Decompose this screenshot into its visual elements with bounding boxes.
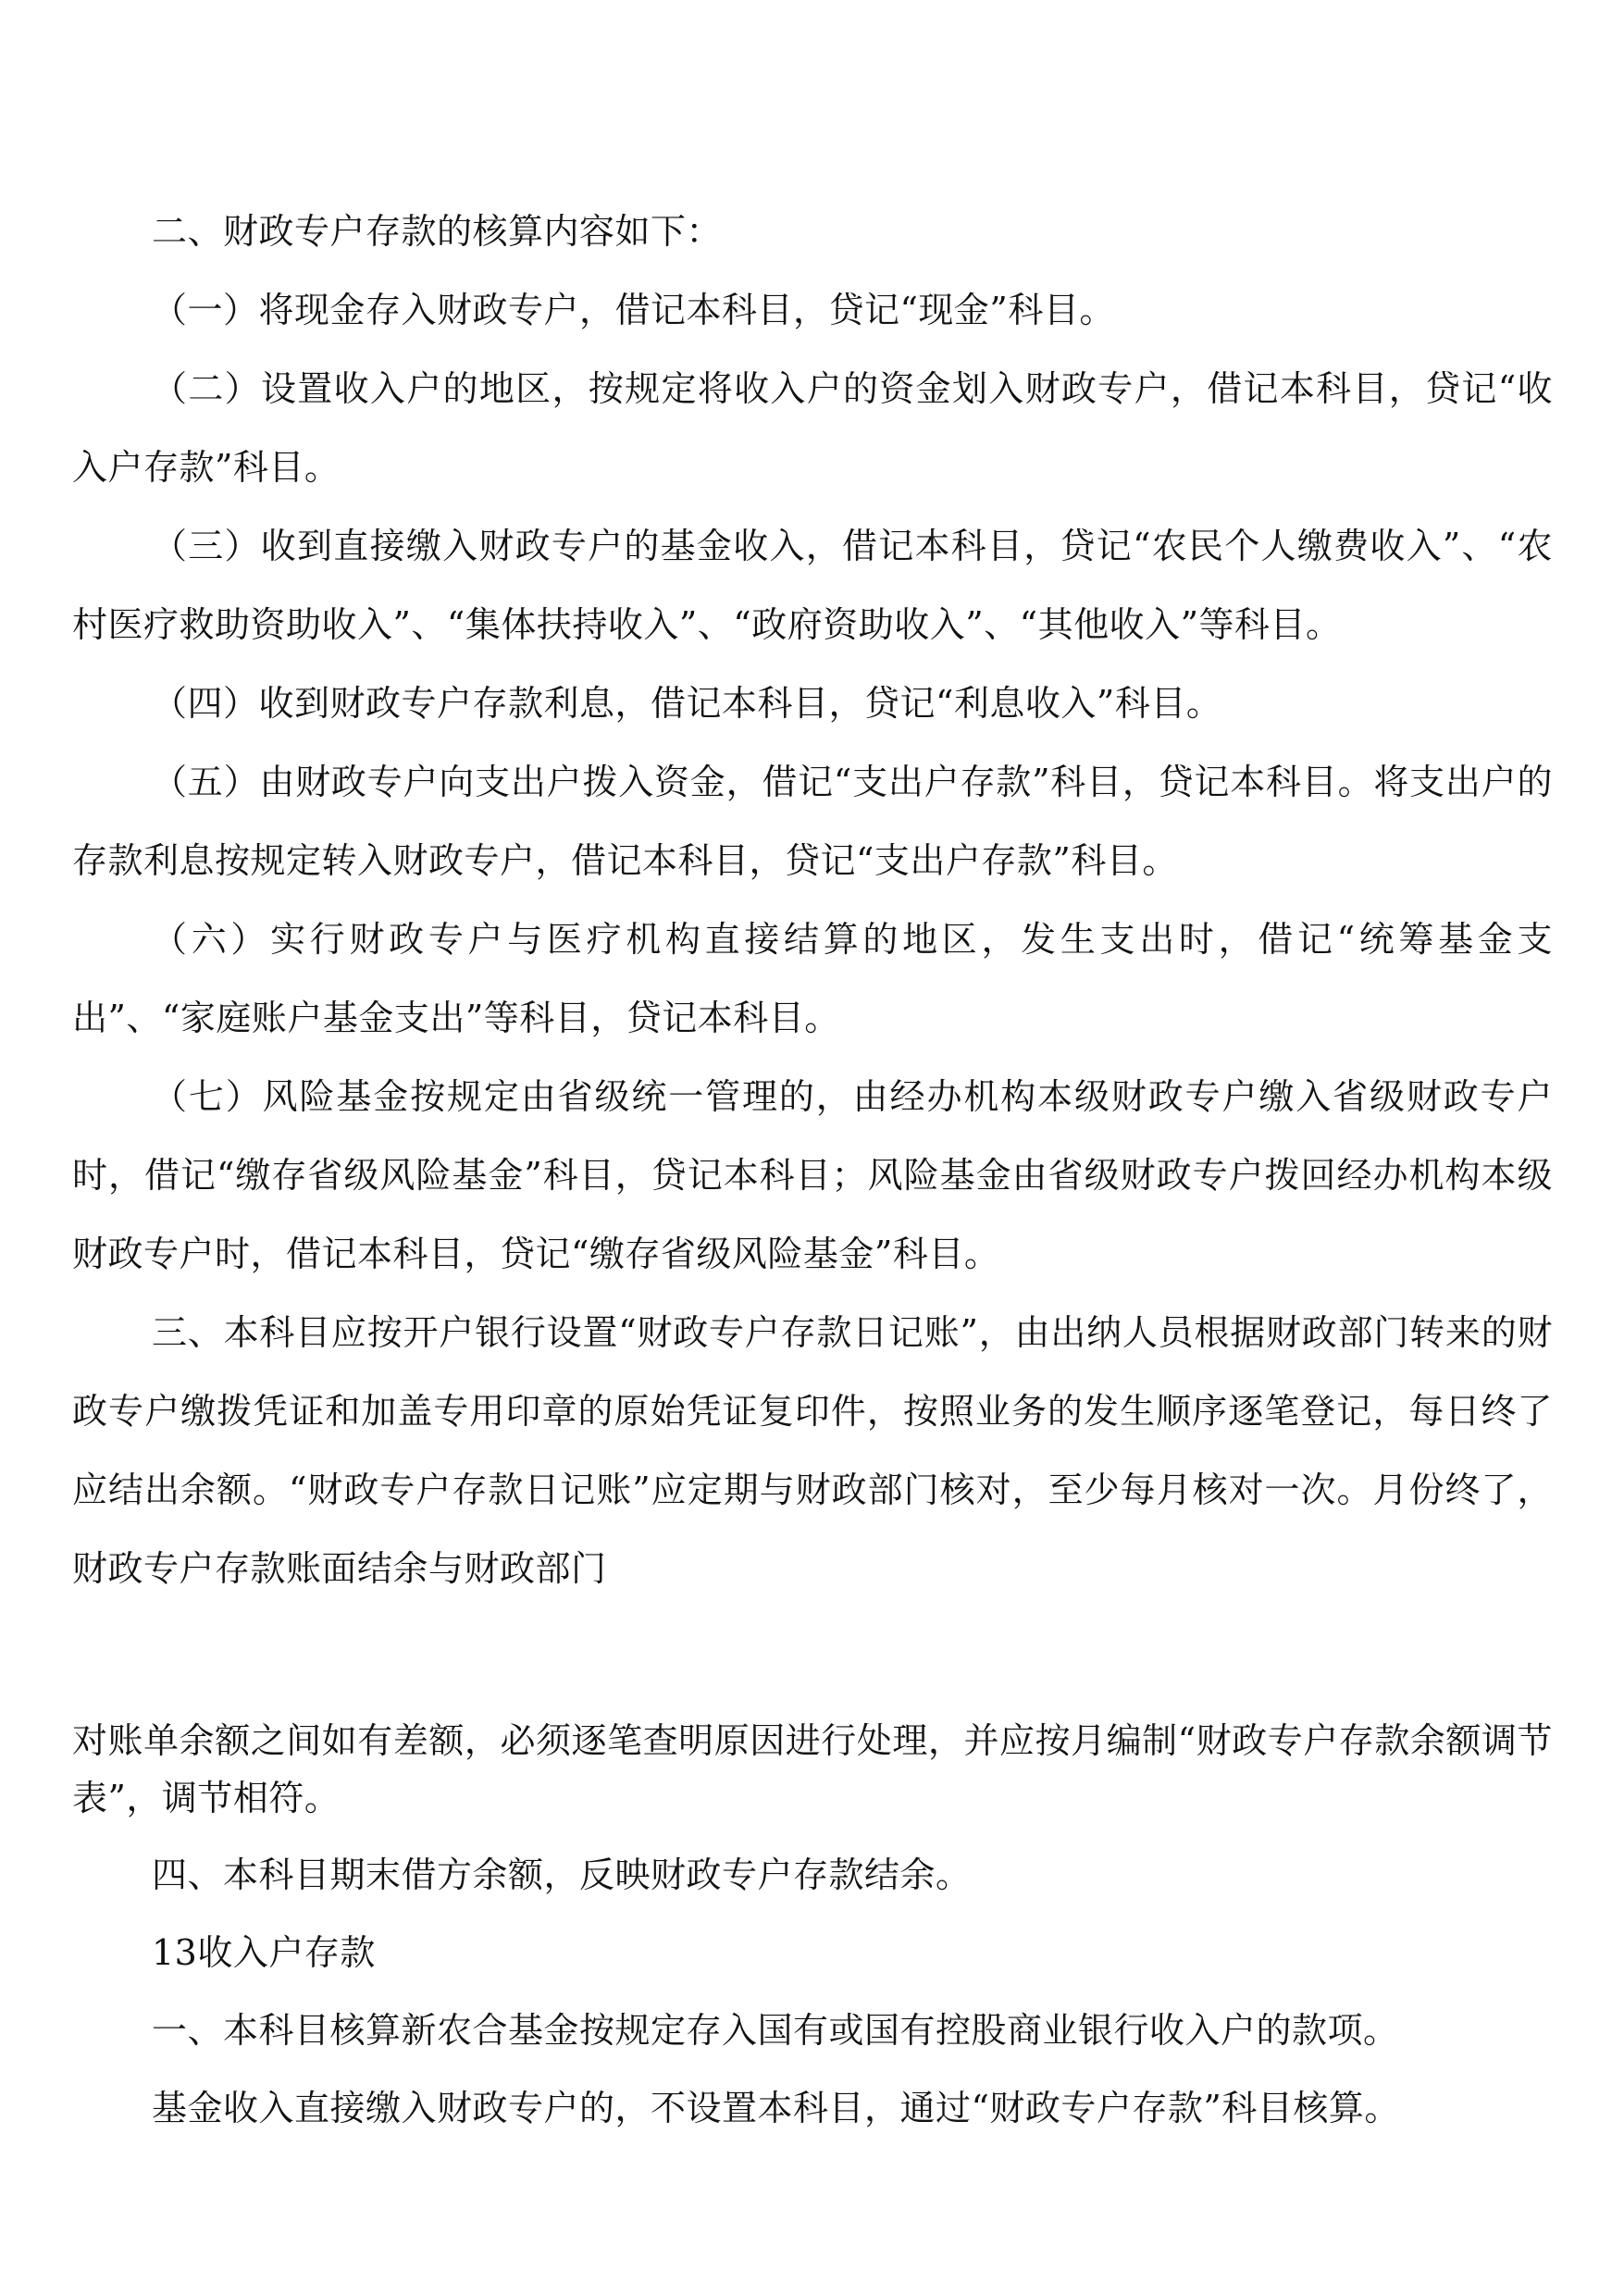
paragraph-item-1: （一）将现金存入财政专户，借记本科目，贷记“现金”科目。 <box>152 290 1115 330</box>
paragraph-item-7: （七）风险基金按规定由省级统一管理的，由经办机构本级财政专户缴入省级财政专户时，借记“缴存省级风险基金”科目，贷记本科目；风险基金由省级财政专户拨回经办机构本级财政专户时，借记本科目，贷记“缴存省级风险基金”科目。 <box>72 1076 1553 1274</box>
paragraph-item-6: （六）实行财政专户与医疗机构直接结算的地区，发生支出时，借记“统筹基金支出”、“家庭账户基金支出”等科目，贷记本科目。 <box>72 919 1553 1038</box>
paragraph-item-3: （三）收到直接缴入财政专户的基金收入，借记本科目，贷记“农民个人缴费收入”、“农村医疗救助资助收入”、“集体扶持收入”、“政府资助收入”、“其他收入”等科目。 <box>72 526 1553 645</box>
text-block-top <box>72 192 1553 1608</box>
paragraph-section-4: 四、本科目期末借方余额，反映财政专户存款结余。 <box>152 1855 972 1895</box>
paragraph-continuation: 对账单余额之间如有差额，必须逐笔查明原因进行处理，并应按月编制“财政专户存款余额调节表”，调节相符。 <box>72 1720 1553 1818</box>
paragraph-item-5: （五）由财政专户向支出户拨入资金，借记“支出户存款”科目，贷记本科目。将支出户的存款利息按规定转入财政专户，借记本科目，贷记“支出户存款”科目。 <box>72 762 1553 881</box>
paragraph-13-item-1: 一、本科目核算新农合基金按规定存入国有或国有控股商业银行收入户的款项。 <box>152 2010 1399 2051</box>
paragraph-section-3: 三、本科目应按开户银行设置“财政专户存款日记账”，由出纳人员根据财政部门转来的财政专户缴拨凭证和加盖专用印章的原始凭证复印件，按照业务的发生顺序逐笔登记，每日终了应结出余额。“财政专户存款日记账”应定期与财政部门核对，至少每月核对一次。月份终了，财政专户存款账面结余与财政部门 <box>72 1312 1553 1589</box>
paragraph-13-note: 基金收入直接缴入财政专户的，不设置本科目，通过“财政专户存款”科目核算。 <box>152 2088 1400 2128</box>
paragraph-item-2: （二）设置收入户的地区，按规定将收入户的资金划入财政专户，借记本科目，贷记“收入户存款”科目。 <box>72 368 1553 488</box>
text-block-bottom <box>72 1712 1553 2147</box>
paragraph-section-2-heading: 二、财政专户存款的核算内容如下： <box>152 211 723 252</box>
section-heading-13: 13收入户存款 <box>152 1932 376 1973</box>
paragraph-item-4: （四）收到财政专户存款利息，借记本科目，贷记“利息收入”科目。 <box>152 683 1222 724</box>
